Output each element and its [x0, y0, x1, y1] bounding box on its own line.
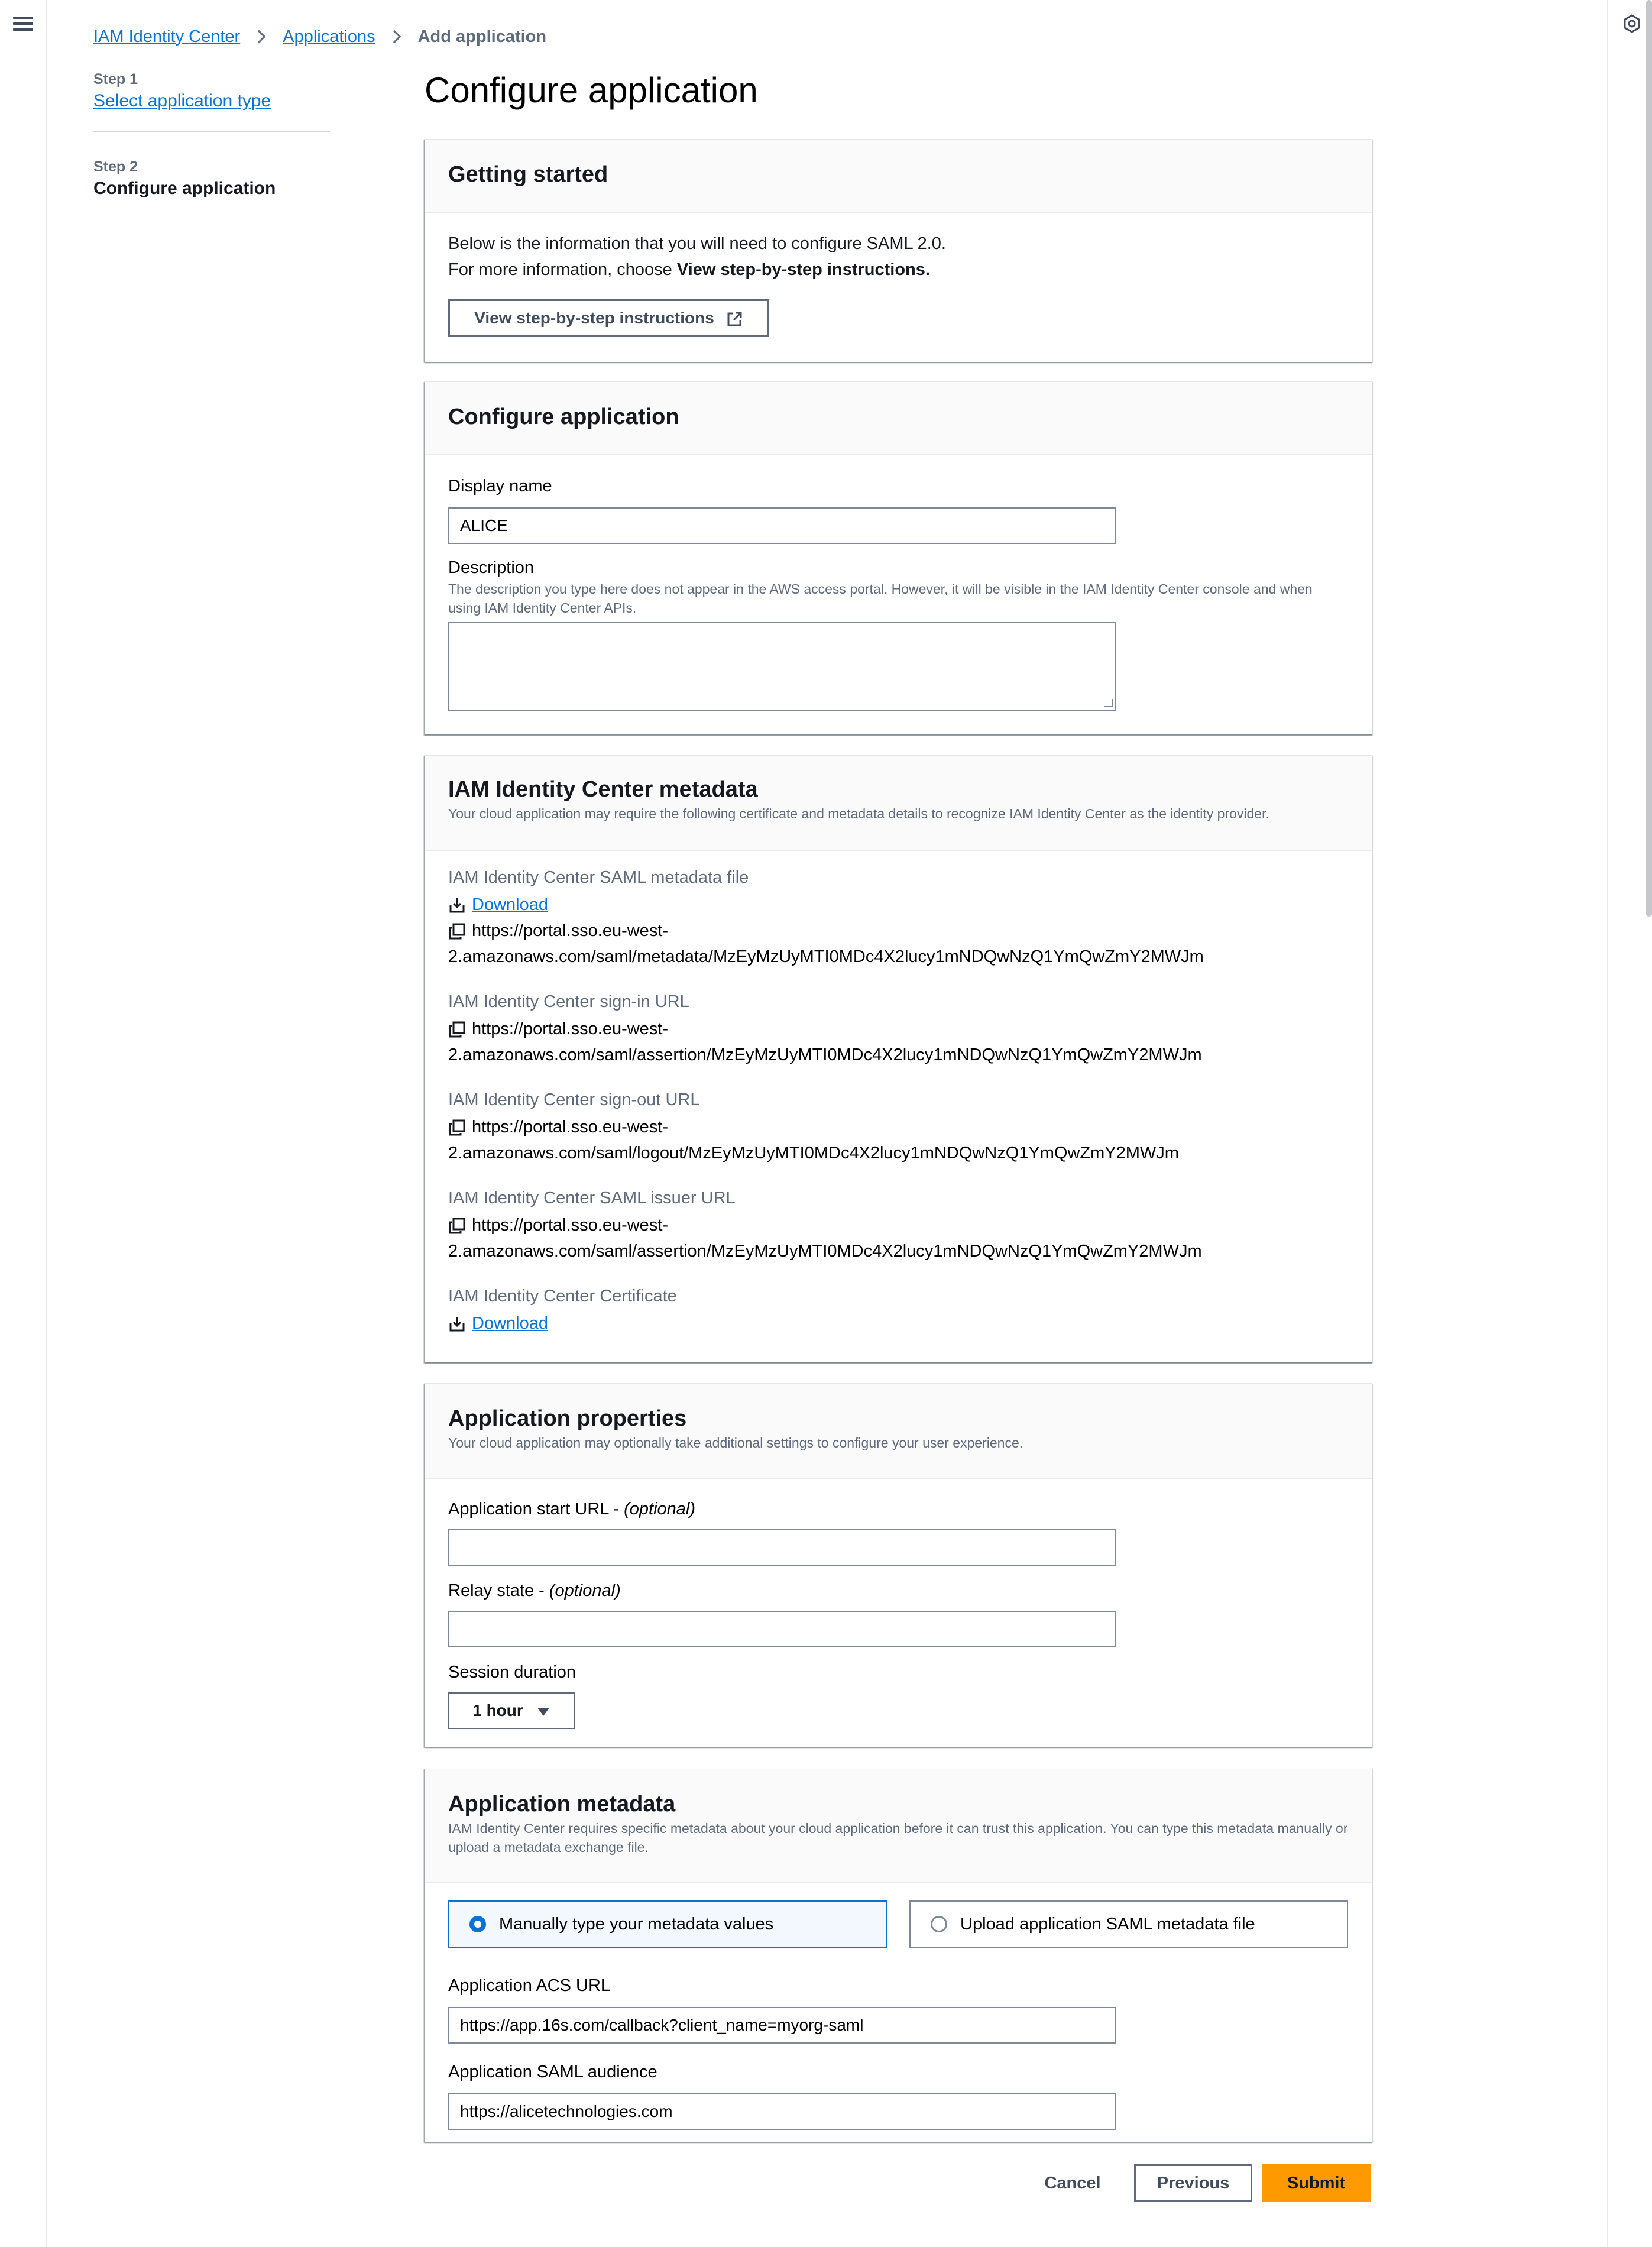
panel-subtitle: Your cloud application may optionally take additional settings to configure your user experience.	[448, 1435, 1023, 1450]
text-prefix: For more information, choose	[448, 260, 677, 279]
signout-url-label: IAM Identity Center sign-out URL	[448, 1090, 700, 1109]
certificate-download-link[interactable]	[448, 1314, 548, 1333]
submit-button[interactable]: Submit	[1262, 2164, 1371, 2202]
breadcrumb-iam-identity-center[interactable]: IAM Identity Center	[93, 27, 241, 46]
panel-subtitle: Your cloud application may require the following certificate and metadata details to recognize IAM Identity Center as the identity provider.	[448, 806, 1269, 821]
optional-text: (optional)	[624, 1500, 696, 1518]
url-line-1: https://portal.sso.eu-west-	[472, 1216, 669, 1235]
caret-down-icon	[536, 1701, 550, 1720]
configure-application-panel	[425, 382, 1372, 734]
acs-url-label: Application ACS URL	[448, 1976, 611, 1995]
breadcrumb-current: Add application	[417, 27, 547, 46]
radio-label: Upload application SAML metadata file	[960, 1914, 1255, 1934]
radio-manual-metadata[interactable]	[448, 1900, 887, 1948]
wizard-steps	[93, 71, 330, 199]
saml-metadata-download-link[interactable]	[448, 895, 548, 915]
scrollbar[interactable]	[1646, 0, 1652, 917]
radio-button[interactable]	[469, 1916, 486, 1932]
url-line-1: https://portal.sso.eu-west-	[472, 1118, 669, 1137]
panel-header	[425, 1384, 1372, 1479]
page-title: Configure application	[425, 70, 758, 110]
chevron-right-icon	[387, 30, 401, 44]
menu-icon[interactable]	[13, 17, 33, 31]
relay-state-label	[448, 1581, 621, 1601]
cancel-button[interactable]: Cancel	[1044, 2173, 1101, 2193]
radio-upload-metadata[interactable]	[909, 1900, 1348, 1948]
copy-icon[interactable]	[448, 921, 472, 940]
radio-label: Manually type your metadata values	[499, 1914, 774, 1934]
saml-issuer-url-label: IAM Identity Center SAML issuer URL	[448, 1189, 736, 1207]
step2-current: Configure application	[93, 179, 276, 198]
button-label: View step-by-step instructions	[474, 309, 714, 327]
label-text: Relay state -	[448, 1581, 549, 1600]
notifications-icon[interactable]	[1622, 14, 1641, 33]
download-icon	[448, 895, 472, 915]
url-line-2: 2.amazonaws.com/saml/logout/MzEyMzUyMTI0MDc4X2lucy1mNDQwNzQ1YmQwZmY2MWJm	[448, 1144, 1179, 1163]
description-textarea[interactable]	[448, 622, 1116, 711]
select-value: 1 hour	[472, 1701, 523, 1720]
session-duration-label: Session duration	[448, 1663, 576, 1682]
signin-url[interactable]	[448, 1016, 1359, 1068]
getting-started-panel	[425, 140, 1372, 362]
signin-url-label: IAM Identity Center sign-in URL	[448, 992, 689, 1011]
copy-icon[interactable]	[448, 1019, 472, 1038]
tools-rail	[1607, 0, 1652, 2247]
certificate-label: IAM Identity Center Certificate	[448, 1287, 677, 1306]
description-label: Description	[448, 558, 535, 577]
display-name-label: Display name	[448, 477, 552, 496]
panel-header	[425, 1769, 1372, 1883]
view-instructions-button[interactable]	[448, 299, 769, 337]
relay-state-input[interactable]	[448, 1611, 1116, 1647]
panel-header	[425, 756, 1372, 851]
url-line-1: https://portal.sso.eu-west-	[472, 1019, 669, 1038]
label-text: Application start URL -	[448, 1500, 624, 1518]
panel-title: Getting started	[448, 162, 608, 187]
saml-metadata-file-label: IAM Identity Center SAML metadata file	[448, 868, 749, 887]
getting-started-text-2	[448, 257, 930, 283]
radio-button[interactable]	[931, 1916, 947, 1932]
signout-url[interactable]	[448, 1114, 1359, 1166]
acs-url-input[interactable]: https://app.16s.com/callback?client_name=myorg-saml	[448, 2007, 1116, 2044]
identity-center-metadata-panel	[425, 756, 1372, 1362]
copy-icon[interactable]	[448, 1118, 472, 1137]
step2-label: Step 2	[93, 158, 138, 175]
previous-button[interactable]: Previous	[1134, 2164, 1252, 2202]
step1-label: Step 1	[93, 71, 138, 88]
text-bold: View step-by-step instructions.	[676, 260, 930, 279]
saml-audience-label: Application SAML audience	[448, 2063, 657, 2081]
application-properties-panel	[425, 1384, 1372, 1747]
external-link-icon	[726, 309, 743, 328]
saml-issuer-url[interactable]	[448, 1212, 1359, 1264]
panel-header	[425, 140, 1372, 213]
download-icon	[448, 1314, 472, 1333]
panel-title: Application metadata	[448, 1792, 676, 1817]
url-line-2: 2.amazonaws.com/saml/assertion/MzEyMzUyMTI0MDc4X2lucy1mNDQwNzQ1YmQwZmY2MWJm	[448, 1045, 1202, 1064]
session-duration-select[interactable]	[448, 1692, 575, 1729]
application-metadata-panel	[425, 1769, 1372, 2142]
step-divider	[93, 131, 330, 132]
description-hint: The description you type here does not appear in the AWS access portal. However, it will be visible in the IAM Identity Center console and when using IAM Identity Center APIs.	[448, 581, 1313, 616]
download-label: Download	[472, 1314, 548, 1333]
breadcrumb	[93, 25, 546, 48]
copy-icon[interactable]	[448, 1216, 472, 1235]
breadcrumb-applications[interactable]: Applications	[283, 27, 375, 46]
panel-subtitle: IAM Identity Center requires specific metadata about your cloud application before it can trust this application. You can type this metadata manually or upload a metadata exchange file.	[448, 1821, 1348, 1855]
saml-audience-input[interactable]: https://alicetechnologies.com	[448, 2093, 1116, 2130]
resize-handle[interactable]	[1104, 699, 1113, 707]
panel-title: Application properties	[448, 1406, 687, 1431]
getting-started-text-1: Below is the information that you will need to configure SAML 2.0.	[448, 234, 946, 253]
side-navigation-rail	[0, 0, 47, 2247]
chevron-right-icon	[252, 30, 266, 44]
saml-metadata-url[interactable]	[448, 918, 1359, 970]
download-label: Download	[472, 895, 548, 914]
start-url-label	[448, 1500, 695, 1519]
panel-title: Configure application	[448, 404, 679, 429]
step1-link[interactable]: Select application type	[93, 91, 271, 111]
url-line-1: https://portal.sso.eu-west-	[472, 921, 669, 940]
start-url-input[interactable]	[448, 1529, 1116, 1566]
optional-text: (optional)	[549, 1581, 621, 1600]
url-line-2: 2.amazonaws.com/saml/metadata/MzEyMzUyMTI0MDc4X2lucy1mNDQwNzQ1YmQwZmY2MWJm	[448, 947, 1204, 966]
url-line-2: 2.amazonaws.com/saml/assertion/MzEyMzUyMTI0MDc4X2lucy1mNDQwNzQ1YmQwZmY2MWJm	[448, 1242, 1202, 1261]
panel-title: IAM Identity Center metadata	[448, 777, 758, 802]
panel-header	[425, 382, 1372, 455]
display-name-input[interactable]: ALICE	[448, 507, 1116, 544]
